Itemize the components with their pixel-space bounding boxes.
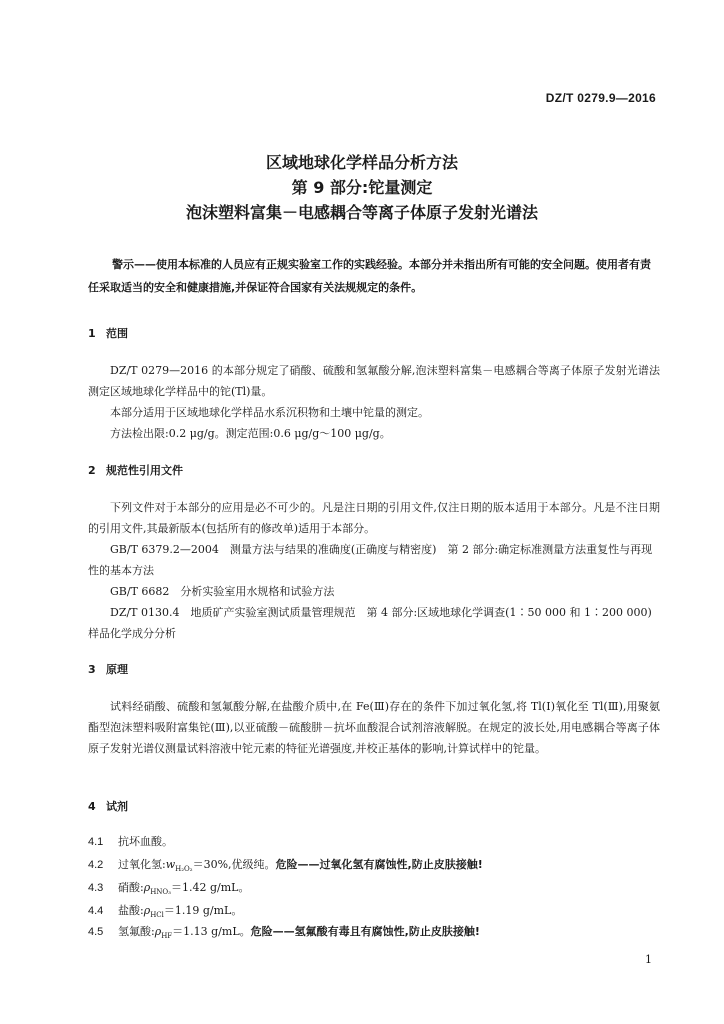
reagent-number: 4.5 bbox=[88, 926, 104, 938]
section-3-paragraph-1: 试料经硝酸、硫酸和氢氟酸分解,在盐酸介质中,在 Fe(Ⅲ)存在的条件下加过氧化氢,将 Tl(Ⅰ)氧化至 Tl(Ⅲ),用聚氨酯型泡沫塑料吸附富集铊(Ⅲ),以亚硫酸－硫酸肼－抗坏血酸混合试剂溶液解脱。在规定的波长处,用电感耦合等离子体原子发射光谱仪测量试料溶液中铊元素的特征光谱强度,并校正基体的影响,计算试样中的铊量。 bbox=[88, 700, 660, 755]
reagent-number: 4.2 bbox=[88, 859, 104, 871]
page-number: 1 bbox=[645, 953, 652, 966]
section-1-title: 范围 bbox=[106, 327, 128, 340]
reagent-text: 抗坏血酸。 bbox=[118, 835, 173, 848]
reagent-text: 盐酸: bbox=[118, 904, 144, 917]
reagent-symbol: w bbox=[165, 858, 176, 871]
section-1-number: 1 bbox=[88, 327, 96, 340]
section-4-title: 试剂 bbox=[106, 800, 128, 813]
section-3-number: 3 bbox=[88, 663, 96, 676]
reagent-value: ＝1.19 g/mL。 bbox=[163, 904, 243, 917]
reference-2: GB/T 6682 分析实验室用水规格和试验方法 bbox=[110, 585, 335, 598]
section-1-paragraph-3: 方法检出限:0.2 μg/g。测定范围:0.6 μg/g～100 μg/g。 bbox=[110, 427, 391, 440]
title-line-2: 第 9 部分:铊量测定 bbox=[291, 178, 433, 197]
section-1-paragraph-1: DZ/T 0279—2016 的本部分规定了硝酸、硫酸和氢氟酸分解,泡沫塑料富集－电感耦合等离子体原子发射光谱法测定区域地球化学样品中的铊(Tl)量。 bbox=[88, 364, 660, 398]
reference-3: DZ/T 0130.4 地质矿产实验室测试质量管理规范 第 4 部分:区域地球化学调查(1∶50 000 和 1∶200 000)样品化学成分分析 bbox=[88, 606, 652, 640]
reagent-symbol: ρ bbox=[143, 881, 151, 894]
reagent-item bbox=[88, 878, 660, 902]
reagent-value: ＝30%,优级纯。 bbox=[192, 858, 276, 871]
reagent-number: 4.4 bbox=[88, 905, 104, 917]
section-3-title: 原理 bbox=[106, 663, 128, 676]
section-1-paragraph-2: 本部分适用于区域地球化学样品水系沉积物和土壤中铊量的测定。 bbox=[110, 406, 429, 419]
reagent-warning: 危险——过氧化氢有腐蚀性,防止皮肤接触! bbox=[275, 858, 483, 871]
reagent-text: 氢氟酸: bbox=[118, 925, 155, 938]
reagent-value: ＝1.42 g/mL。 bbox=[170, 881, 250, 894]
section-2-number: 2 bbox=[88, 464, 96, 477]
title-line-1: 区域地球化学样品分析方法 bbox=[265, 153, 458, 172]
reagent-item bbox=[88, 922, 660, 946]
reagent-subscript: H₂O₂ bbox=[175, 865, 193, 874]
reagent-subscript: HF bbox=[161, 932, 173, 941]
title-line-3: 泡沫塑料富集－电感耦合等离子体原子发射光谱法 bbox=[185, 203, 538, 222]
reagent-item bbox=[88, 855, 660, 879]
reagent-item bbox=[88, 832, 660, 852]
section-1-heading bbox=[88, 325, 128, 341]
reagent-text: 过氧化氢: bbox=[118, 858, 166, 871]
section-3-heading bbox=[88, 661, 128, 677]
section-2-title: 规范性引用文件 bbox=[106, 464, 183, 477]
reagent-symbol: ρ bbox=[143, 904, 151, 917]
reagent-text: 硝酸: bbox=[118, 881, 144, 894]
reagent-subscript: HCl bbox=[150, 911, 164, 920]
reagent-warning: 危险——氢氟酸有毒且有腐蚀性,防止皮肤接触! bbox=[250, 925, 480, 938]
warning-paragraph: 警示——使用本标准的人员应有正规实验室工作的实践经验。本部分并未指出所有可能的安全问题。使用者有责任采取适当的安全和健康措施,并保证符合国家有关法规规定的条件。 bbox=[88, 258, 651, 294]
standard-number: DZ/T 0279.9—2016 bbox=[545, 91, 656, 105]
reagent-subscript: HNO₃ bbox=[150, 888, 171, 897]
reagent-symbol: ρ bbox=[154, 925, 162, 938]
reagent-number: 4.3 bbox=[88, 882, 104, 894]
section-4-number: 4 bbox=[88, 800, 96, 813]
reagent-value: ＝1.13 g/mL。 bbox=[172, 925, 251, 938]
section-4-heading bbox=[88, 798, 128, 814]
section-2-heading bbox=[88, 462, 183, 478]
document-title bbox=[0, 150, 724, 225]
reagent-number: 4.1 bbox=[88, 836, 104, 848]
reference-1: GB/T 6379.2—2004 测量方法与结果的准确度(正确度与精密度) 第 2 部分:确定标准测量方法重复性与再现性的基本方法 bbox=[88, 543, 653, 577]
section-2-paragraph-1: 下列文件对于本部分的应用是必不可少的。凡是注日期的引用文件,仅注日期的版本适用于本部分。凡是不注日期的引用文件,其最新版本(包括所有的修改单)适用于本部分。 bbox=[88, 501, 660, 535]
